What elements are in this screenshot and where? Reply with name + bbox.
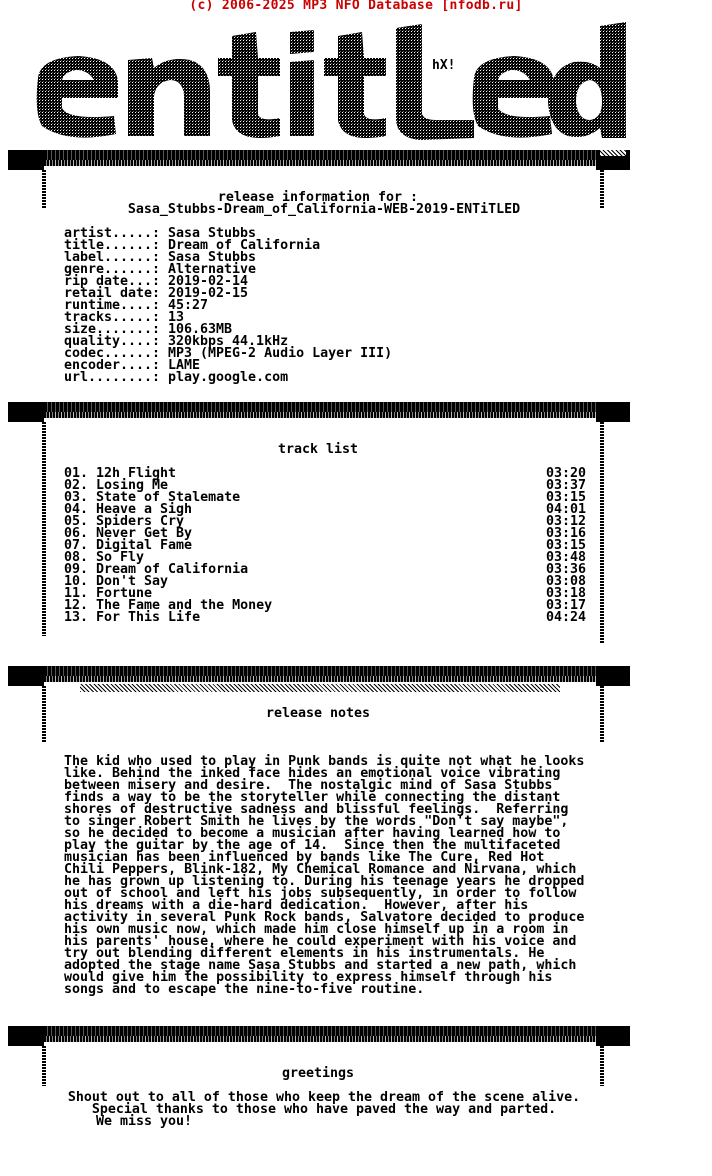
frame-post-right <box>600 1046 604 1086</box>
frame-top-bar <box>8 150 630 160</box>
greetings-text <box>0 1092 648 1128</box>
track-number: 11. <box>64 586 89 601</box>
frame-corner-right <box>596 402 630 422</box>
track-number: 12. <box>64 598 89 613</box>
release-notes-line: like. Behind the inked face hides an emotional voice vibrating <box>64 766 561 781</box>
track-duration: 03:15 <box>546 538 587 553</box>
release-notes-line: would give him the possibility to express himself through his <box>64 970 553 985</box>
track-name: For This Life <box>96 610 201 625</box>
track-name: Spiders Cry <box>96 514 185 529</box>
release-field-key: codec......: <box>64 346 161 361</box>
release-notes-line: out of school and left his jobs subsequently, in order to follow <box>64 886 577 901</box>
release-notes-text <box>64 756 604 996</box>
frame-corner-right <box>596 666 630 686</box>
track-number: 02. <box>64 478 89 493</box>
release-notes-line: Chili Peppers, Blink-182, My Chemical Romance and Nirvana, which <box>64 862 577 877</box>
release-notes-line: so he decided to become a musician after having learned how to <box>64 826 561 841</box>
release-notes-line: he has grown up listening to. During his teenage years he dropped <box>64 874 585 889</box>
release-notes-line: his dreams with a die-hard dedication. However, after his <box>64 898 529 913</box>
release-field-value: MP3 (MPEG-2 Audio Layer III) <box>168 346 393 361</box>
frame-top-bar-shadow <box>14 676 626 682</box>
release-info-fields <box>64 228 392 384</box>
entitled-logo <box>28 22 648 153</box>
track-duration: 03:15 <box>546 490 587 505</box>
track-number: 07. <box>64 538 89 553</box>
copyright-line: (c) 2006-2025 MP3 NFO Database [nfodb.ru] <box>189 0 523 13</box>
track-duration: 03:18 <box>546 586 587 601</box>
track-duration: 03:36 <box>546 562 587 577</box>
track-name: Don't Say <box>96 574 169 589</box>
track-duration: 04:01 <box>546 502 587 517</box>
release-notes-line: songs and to escape the nine-to-five routine. <box>64 982 425 997</box>
greetings-heading: greetings <box>281 1066 355 1081</box>
release-field-value: 106.63MB <box>168 322 233 337</box>
release-field-key: rip date...: <box>64 274 161 289</box>
greetings-line: Special thanks to those who have paved the way and parted. <box>91 1102 557 1117</box>
track-name: The Fame and the Money <box>96 598 273 613</box>
release-field-value: 2019-02-14 <box>168 274 249 289</box>
frame-corner-left <box>8 402 44 422</box>
release-field-value: 45:27 <box>168 298 209 313</box>
track-number: 08. <box>64 550 89 565</box>
track-name: Digital Fame <box>96 538 193 553</box>
release-field-value: 320kbps 44.1kHz <box>168 334 289 349</box>
release-notes-line: play the guitar by the age of 14. Since then the multifaceted <box>64 838 561 853</box>
release-field-key: title......: <box>64 238 161 253</box>
frame-dither-band <box>80 684 560 692</box>
release-notes-line: The kid who used to play in Punk bands is quite not what he looks <box>64 754 585 769</box>
track-number: 03. <box>64 490 89 505</box>
release-field-key: label......: <box>64 250 161 265</box>
release-notes-line: musician has been influenced by bands like The Cure, Red Hot <box>64 850 545 865</box>
track-name: Never Get By <box>96 526 193 541</box>
release-field-key: retail date: <box>64 286 161 301</box>
release-field-value: Sasa Stubbs <box>168 250 257 265</box>
frame-corner-left <box>8 1026 44 1046</box>
track-duration: 03:12 <box>546 514 587 529</box>
release-name: Sasa_Stubbs-Dream_of_California-WEB-2019-ENTiTLED <box>127 202 521 217</box>
release-info-heading: release information for : <box>217 190 419 205</box>
logo-tag: hX! <box>432 58 456 73</box>
track-name: So Fly <box>96 550 145 565</box>
release-field-key: genre......: <box>64 262 161 277</box>
greetings-line: Shout out to all of those who keep the dream of the scene alive. <box>67 1090 581 1105</box>
frame-post-left <box>42 1046 46 1086</box>
track-duration: 03:17 <box>546 598 587 613</box>
track-duration: 03:37 <box>546 478 587 493</box>
release-notes-line: try out blending different elements in his instrumentals. He <box>64 946 545 961</box>
release-notes-line: his own music now, which made him close himself up in a room in <box>64 922 569 937</box>
release-field-value: 2019-02-15 <box>168 286 249 301</box>
release-notes-line: finds a way to be the storyteller while connecting the distant <box>64 790 561 805</box>
release-field-value: LAME <box>168 358 201 373</box>
release-field-key: url........: <box>64 370 161 385</box>
track-name: Heave a Sigh <box>96 502 193 517</box>
frame-top-bar-shadow <box>14 160 626 166</box>
release-field-key: artist.....: <box>64 226 161 241</box>
track-row <box>64 612 586 624</box>
release-field-key: encoder....: <box>64 358 161 373</box>
release-field-key: quality....: <box>64 334 161 349</box>
release-notes-line: adopted the stage name Sasa Stubbs and started a new path, which <box>64 958 577 973</box>
track-list <box>64 468 586 624</box>
release-field-key: tracks.....: <box>64 310 161 325</box>
release-field-value: 13 <box>168 310 185 325</box>
track-duration: 03:20 <box>546 466 587 481</box>
release-field <box>64 372 392 384</box>
track-number: 04. <box>64 502 89 517</box>
release-notes-line: between misery and desire. The nostalgic mind of Sasa Stubbs <box>64 778 553 793</box>
track-number: 13. <box>64 610 89 625</box>
release-field-key: size.......: <box>64 322 161 337</box>
track-name: Fortune <box>96 586 153 601</box>
track-number: 01. <box>64 466 89 481</box>
track-duration: 03:08 <box>546 574 587 589</box>
track-name: Losing Me <box>96 478 169 493</box>
release-field-value: Sasa Stubbs <box>168 226 257 241</box>
track-name: State of Stalemate <box>96 490 241 505</box>
frame-corner-left <box>8 666 44 686</box>
track-name: Dream of California <box>96 562 249 577</box>
release-field-value: Alternative <box>168 262 257 277</box>
release-notes-line: activity in several Punk Rock bands, Salvatore decided to produce <box>64 910 585 925</box>
release-field-value: Dream of California <box>168 238 321 253</box>
track-list-heading: track list <box>277 442 359 457</box>
track-number: 09. <box>64 562 89 577</box>
track-number: 05. <box>64 514 89 529</box>
release-notes-heading: release notes <box>265 706 371 721</box>
logo-art <box>28 22 648 150</box>
greetings-line: We miss you! <box>96 1114 193 1129</box>
release-notes-line: shores of destructive sadness and blissful feelings. Referring <box>64 802 569 817</box>
frame-shade <box>600 150 626 156</box>
frame-top-bar <box>8 666 630 676</box>
frame-corner-left <box>8 150 44 170</box>
frame-top-bar <box>8 402 630 412</box>
frame-top-bar-shadow <box>14 1036 626 1042</box>
track-duration: 03:48 <box>546 550 587 565</box>
release-field-value: play.google.com <box>168 370 289 385</box>
track-number: 06. <box>64 526 89 541</box>
track-name: 12h Flight <box>96 466 177 481</box>
track-number: 10. <box>64 574 89 589</box>
release-notes-line: his parents' house, where he could experiment with his voice and <box>64 934 577 949</box>
release-field-key: runtime....: <box>64 298 161 313</box>
frame-top-bar <box>8 1026 630 1036</box>
track-duration: 04:24 <box>546 610 587 625</box>
frame-corner-right <box>596 1026 630 1046</box>
frame-top-bar-shadow <box>14 412 626 418</box>
release-notes-line: to singer Robert Smith he lives by the words "Don't say maybe", <box>64 814 569 829</box>
track-duration: 03:16 <box>546 526 587 541</box>
